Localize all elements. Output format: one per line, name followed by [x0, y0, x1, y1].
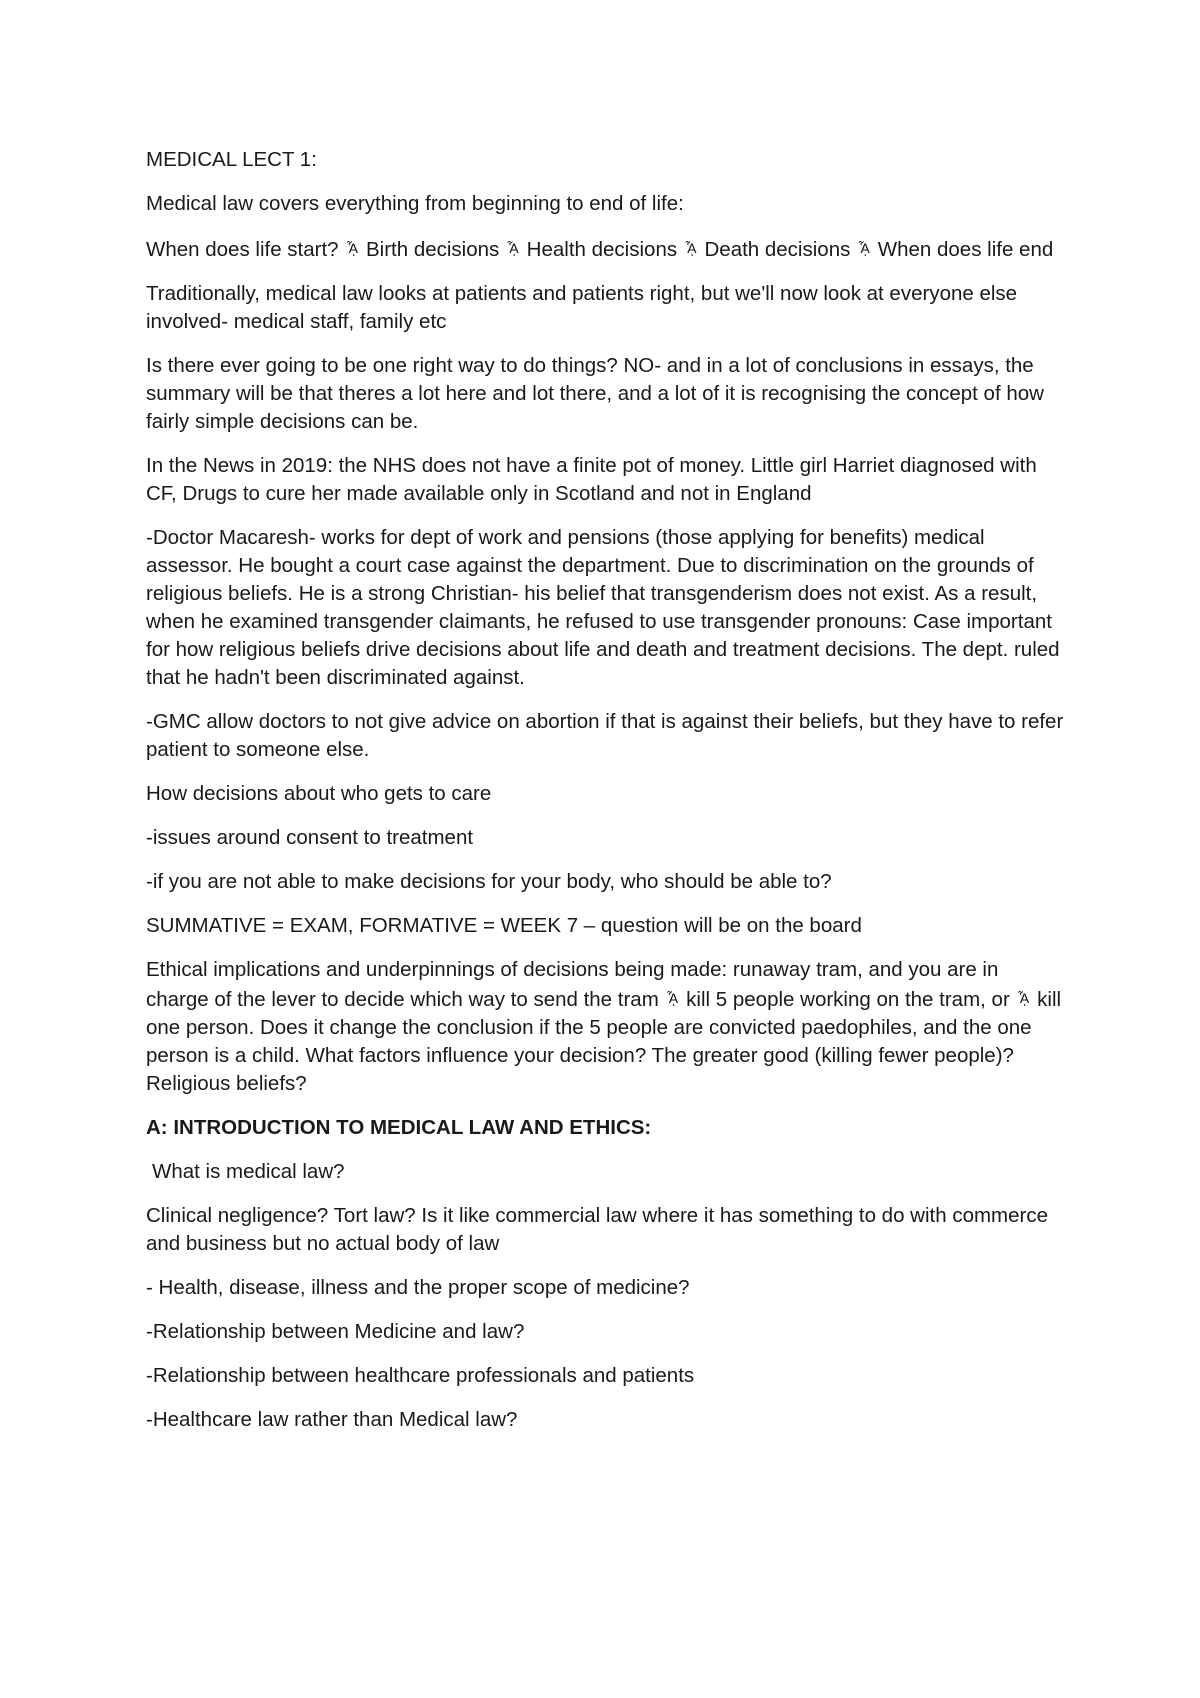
list-item: -Healthcare law rather than Medical law? [146, 1408, 518, 1431]
macaresh-case-paragraph: -Doctor Macaresh- works for dept of work and pensions (those applying for benefits) medical assessor. He bought a court case against the department. Due to discrimination on the grounds of religious beliefs. He is a strong Christian- his belief that transgenderism does not exist. As a result, when he examined transgender claimants, he refused to use transgender pronouns: Case important for how religious beliefs drive decisions about life and death and treatment decisions. The dept. ruled that he hadn't been discriminated against. [146, 526, 1060, 689]
arrow-icon: ᾏ [685, 240, 697, 256]
timeline-start: When does life start? [146, 238, 339, 261]
arrow-icon: ᾏ [507, 240, 519, 256]
summative-paragraph: SUMMATIVE = EXAM, FORMATIVE = WEEK 7 – question will be on the board [146, 914, 862, 937]
document-title: MEDICAL LECT 1: [146, 148, 317, 171]
list-item: -Relationship between Medicine and law? [146, 1320, 525, 1343]
arrow-icon: ᾏ [666, 990, 679, 1006]
arrow-icon: ᾏ [346, 240, 358, 256]
not-able-paragraph: -if you are not able to make decisions for your body, who should be able to? [146, 870, 832, 893]
list-item: - Health, disease, illness and the proper scope of medicine? [146, 1276, 690, 1299]
intro-paragraph: Medical law covers everything from beginning to end of life: [146, 192, 684, 215]
arrow-icon: ᾏ [858, 240, 870, 256]
timeline-death: Death decisions [704, 238, 851, 261]
ethics-part-3: kill one person. Does it change the conclusion if the 5 people are convicted paedophiles, and the one person is a child. What factors influence your decision? The greater good (killing fewer people)? Religious beliefs? [146, 988, 1062, 1095]
list-item: -Relationship between healthcare professionals and patients [146, 1364, 695, 1387]
life-timeline-paragraph [146, 234, 1066, 264]
traditionally-paragraph: Traditionally, medical law looks at patients and patients right, but we'll now look at everyone else involved- medical staff, family etc [146, 282, 1018, 333]
timeline-end: When does life end [877, 238, 1054, 261]
consent-paragraph: -issues around consent to treatment [146, 826, 474, 849]
section-a-heading: A: INTRODUCTION TO MEDICAL LAW AND ETHICS: [146, 1116, 652, 1139]
arrow-icon: ᾏ [1017, 990, 1030, 1006]
timeline-health: Health decisions [526, 238, 678, 261]
news-2019-paragraph: In the News in 2019: the NHS does not have a finite pot of money. Little girl Harriet diagnosed with CF, Drugs to cure her made available only in Scotland and not in England [146, 454, 1037, 505]
what-is-medical-law: What is medical law? [152, 1160, 345, 1183]
ethics-part-1: Ethical implications and underpinnings of decisions being made: runaway tram, and you are in charge of the lever to decide which way to send the tram [146, 958, 999, 1011]
gmc-paragraph: -GMC allow doctors to not give advice on abortion if that is against their beliefs, but they have to refer patient to someone else. [146, 710, 1064, 761]
ethics-part-2: kill 5 people working on the tram, or [686, 988, 1010, 1011]
ethics-paragraph [146, 956, 1066, 1098]
one-right-way-paragraph: Is there ever going to be one right way to do things? NO- and in a lot of conclusions in essays, the summary will be that theres a lot here and lot there, and a lot of it is recognising the concept of how fairly simple decisions can be. [146, 354, 1044, 433]
document-body [146, 146, 1066, 1450]
timeline-birth: Birth decisions [365, 238, 500, 261]
who-gets-care-paragraph: How decisions about who gets to care [146, 782, 492, 805]
clinical-negligence-paragraph: Clinical negligence? Tort law? Is it like commercial law where it has something to do with commerce and business but no actual body of law [146, 1204, 1048, 1255]
